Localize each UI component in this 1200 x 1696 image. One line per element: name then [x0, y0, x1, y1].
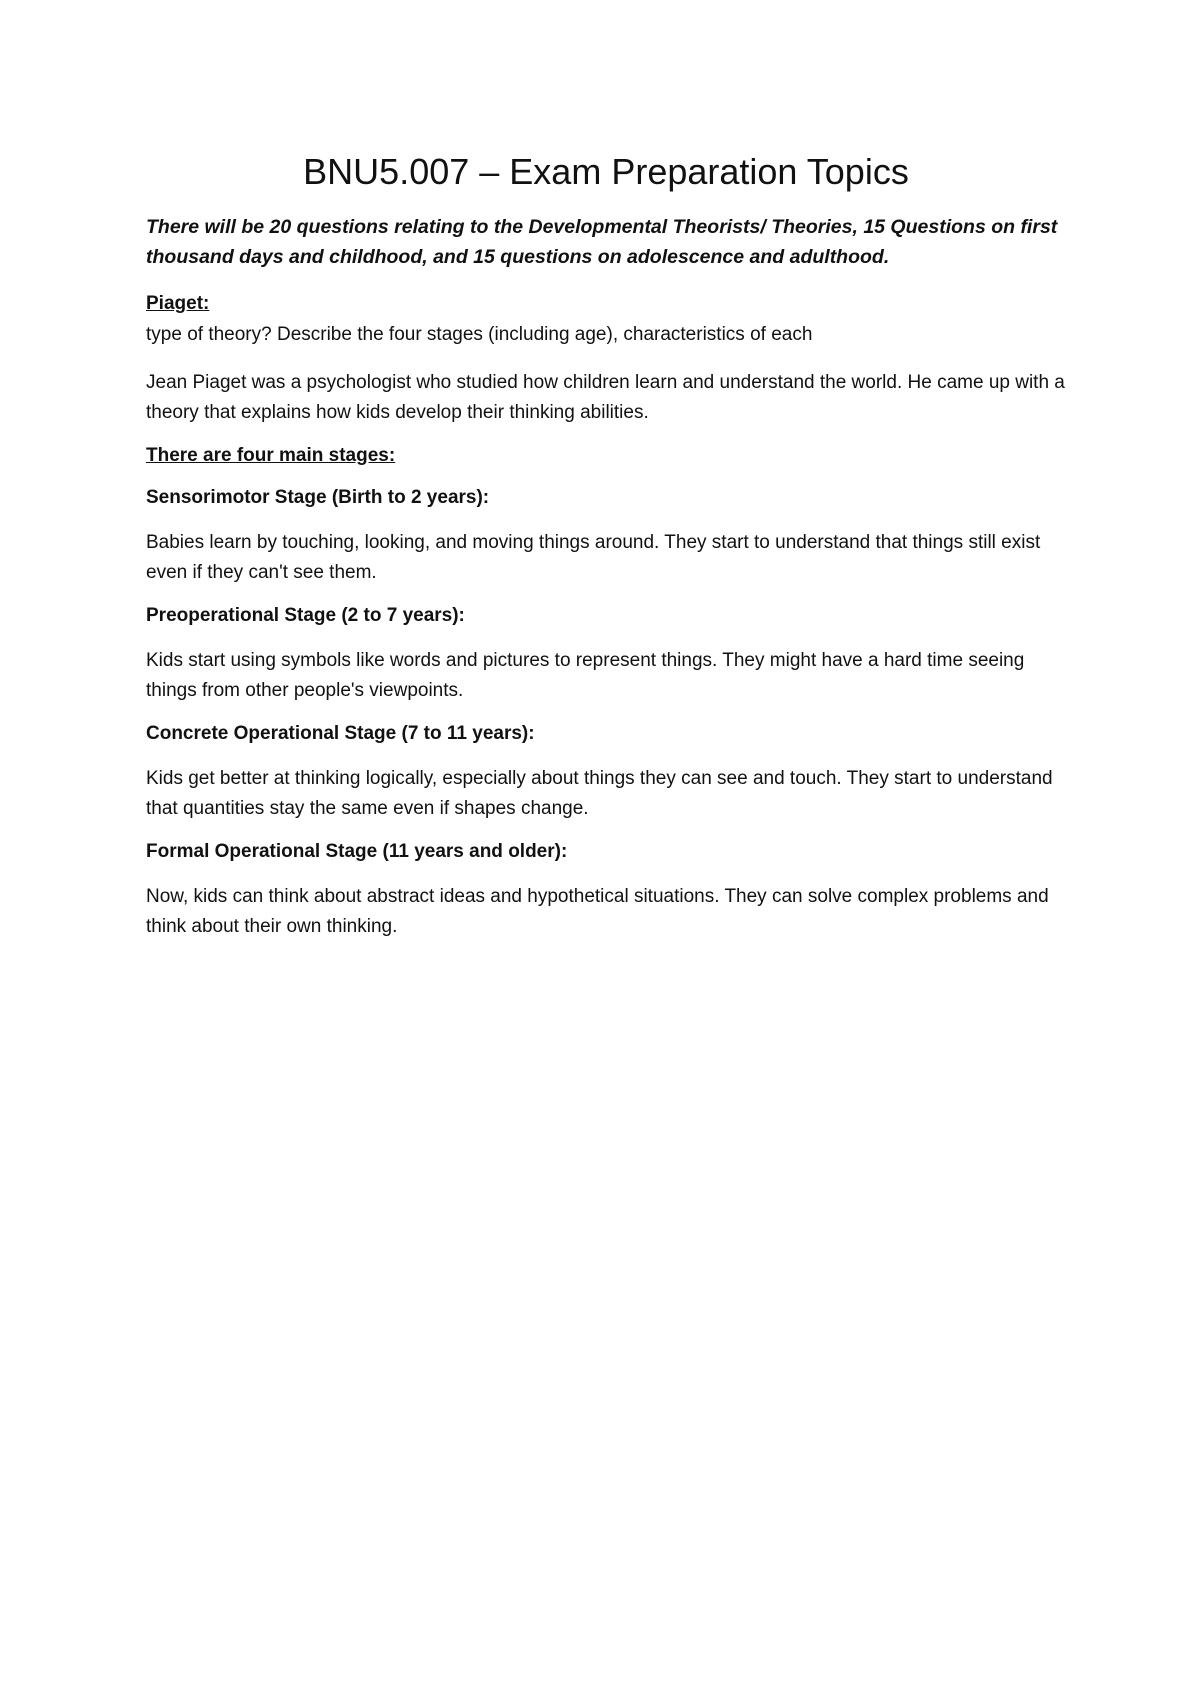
intro-paragraph: There will be 20 questions relating to the Developmental Theorists/ Theories, 15 Questions on first thousand days and childhood, and 15 questions on adolescence and adulthood. [146, 216, 1058, 268]
stage-heading: Formal Operational Stage (11 years and older): [146, 841, 568, 862]
stage-description: Now, kids can think about abstract ideas and hypothetical situations. They can solve complex problems and think about their own thinking. [146, 886, 1049, 937]
piaget-prompt: type of theory? Describe the four stages (including age), characteristics of each [146, 324, 813, 345]
stage-sensorimotor [146, 484, 1066, 588]
stage-preoperational [146, 602, 1066, 706]
stages-heading: There are four main stages: [146, 445, 396, 466]
piaget-summary: Jean Piaget was a psychologist who studied how children learn and understand the world. He came up with a theory that explains how kids develop their thinking abilities. [146, 372, 1065, 423]
stage-description: Babies learn by touching, looking, and moving things around. They start to understand that things still exist even if they can't see them. [146, 532, 1041, 583]
piaget-heading: Piaget: [146, 293, 210, 314]
stage-heading: Sensorimotor Stage (Birth to 2 years): [146, 487, 490, 508]
stage-concrete-operational [146, 720, 1066, 824]
stage-description: Kids get better at thinking logically, especially about things they can see and touch. They start to understand that quantities stay the same even if shapes change. [146, 768, 1053, 819]
stage-heading: Concrete Operational Stage (7 to 11 years): [146, 723, 535, 744]
stage-heading: Preoperational Stage (2 to 7 years): [146, 605, 465, 626]
document-content [146, 148, 1066, 956]
stage-formal-operational [146, 838, 1066, 942]
page-title: BNU5.007 – Exam Preparation Topics [303, 151, 909, 192]
stage-description: Kids start using symbols like words and pictures to represent things. They might have a hard time seeing things from other people's viewpoints. [146, 650, 1025, 701]
